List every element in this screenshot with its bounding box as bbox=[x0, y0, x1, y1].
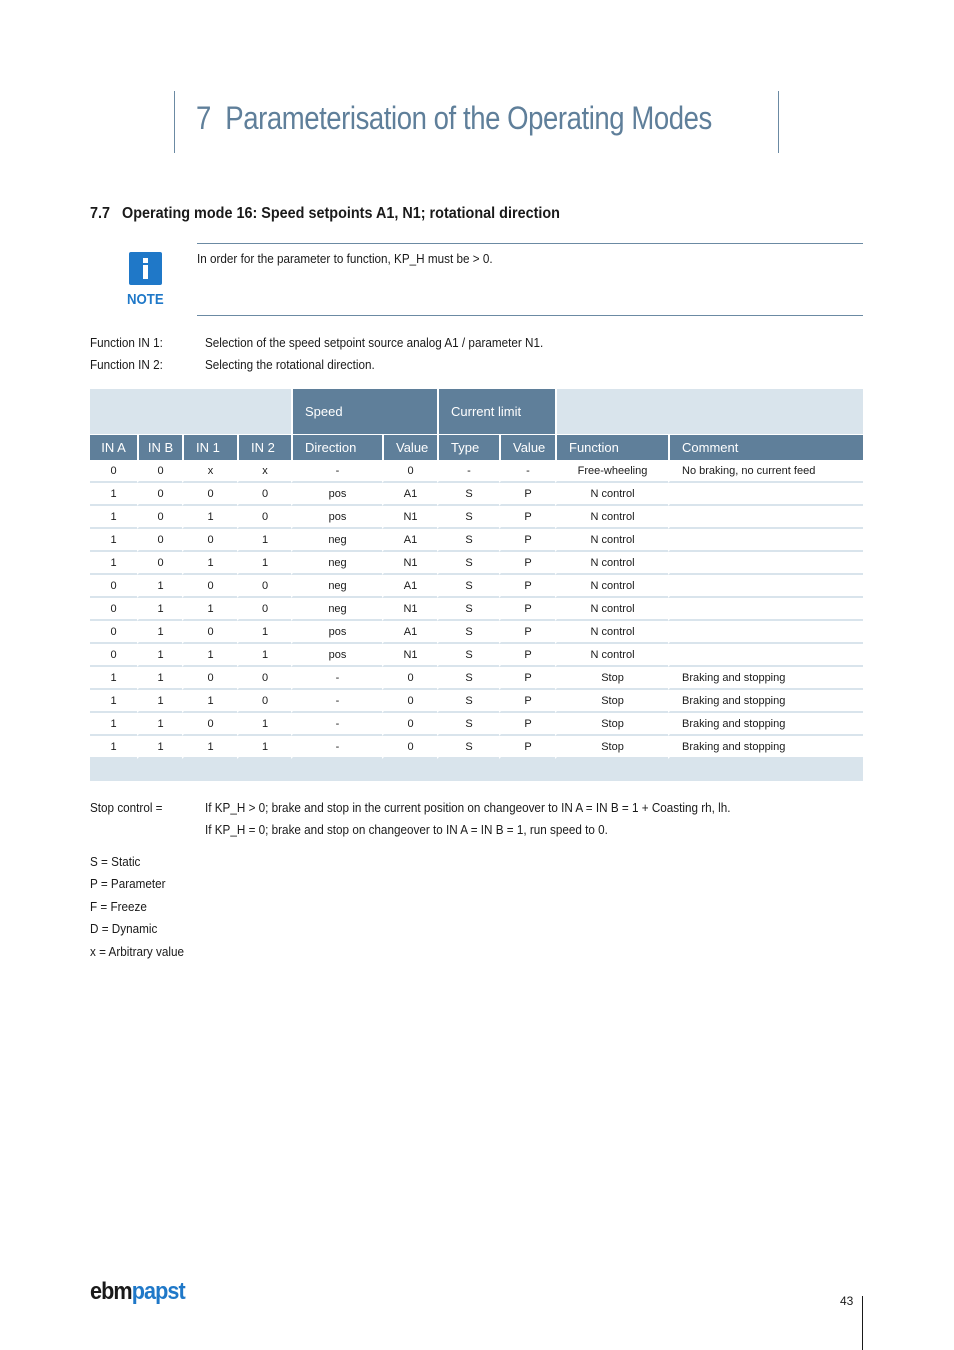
table-cell bbox=[668, 575, 863, 598]
legend-item: F = Freeze bbox=[90, 899, 147, 914]
table-cell: - bbox=[291, 460, 382, 483]
table-cell: pos bbox=[291, 506, 382, 529]
table-cell: A1 bbox=[382, 621, 437, 644]
column-header: IN 2 bbox=[237, 435, 291, 460]
table-cell: neg bbox=[291, 552, 382, 575]
table-cell: P bbox=[499, 575, 555, 598]
table-cell: 0 bbox=[137, 483, 182, 506]
table-cell: 1 bbox=[90, 713, 137, 736]
table-cell: 0 bbox=[382, 690, 437, 713]
table-cell: 0 bbox=[382, 460, 437, 483]
table-cell: 0 bbox=[182, 575, 237, 598]
table-cell: S bbox=[437, 667, 499, 690]
table-cell: 1 bbox=[182, 644, 237, 667]
table-cell: 0 bbox=[182, 483, 237, 506]
stop-control-line-1: If KP_H > 0; brake and stop in the current position on changeover to IN A = IN B = 1 + Coasting rh, lh. bbox=[205, 800, 731, 815]
table-cell: 1 bbox=[90, 483, 137, 506]
table-cell: P bbox=[499, 552, 555, 575]
table-cell: Braking and stopping bbox=[668, 736, 863, 759]
table-row bbox=[90, 506, 863, 529]
table-cell bbox=[668, 529, 863, 552]
logo-part-ebm: ebm bbox=[90, 1278, 132, 1305]
section-number: 7.7 bbox=[90, 205, 111, 222]
table-cell: 0 bbox=[182, 713, 237, 736]
table-row bbox=[90, 713, 863, 736]
table-row bbox=[90, 598, 863, 621]
table-cell: 0 bbox=[90, 621, 137, 644]
group-header-function bbox=[555, 389, 863, 434]
table-cell: S bbox=[437, 483, 499, 506]
operating-mode-table bbox=[90, 389, 863, 781]
table-cell: P bbox=[499, 667, 555, 690]
table-row bbox=[90, 529, 863, 552]
legend-item: P = Parameter bbox=[90, 876, 166, 891]
table-cell: Stop bbox=[555, 736, 668, 759]
table-cell: S bbox=[437, 529, 499, 552]
table-cell: N control bbox=[555, 506, 668, 529]
table-cell: N control bbox=[555, 621, 668, 644]
page-number: 43 bbox=[840, 1294, 854, 1308]
chapter-title bbox=[196, 100, 712, 137]
column-header: Function bbox=[555, 435, 668, 460]
table-cell: A1 bbox=[382, 529, 437, 552]
table-cell: 0 bbox=[137, 460, 182, 483]
ebmpapst-logo bbox=[90, 1278, 185, 1306]
chapter-number: 7 bbox=[196, 100, 211, 136]
table-cell: x bbox=[182, 460, 237, 483]
table-cell: N control bbox=[555, 552, 668, 575]
table-cell: 1 bbox=[90, 690, 137, 713]
section-heading bbox=[90, 205, 560, 223]
table-cell: P bbox=[499, 644, 555, 667]
table-cell: P bbox=[499, 529, 555, 552]
table-cell: 0 bbox=[182, 529, 237, 552]
note-rule-bottom bbox=[197, 315, 863, 316]
column-header: Direction bbox=[291, 435, 382, 460]
column-header: Value bbox=[499, 435, 555, 460]
table-cell: 0 bbox=[137, 506, 182, 529]
legend-item: x = Arbitrary value bbox=[90, 944, 184, 959]
table-cell: 0 bbox=[137, 529, 182, 552]
table-cell: 1 bbox=[137, 690, 182, 713]
table-cell: P bbox=[499, 690, 555, 713]
table-cell: 0 bbox=[90, 460, 137, 483]
table-cell: Stop bbox=[555, 690, 668, 713]
table-cell: 1 bbox=[182, 552, 237, 575]
table-cell: 1 bbox=[137, 736, 182, 759]
table-cell: N1 bbox=[382, 644, 437, 667]
table-cell bbox=[668, 644, 863, 667]
table-cell: 0 bbox=[382, 713, 437, 736]
table-cell: 0 bbox=[90, 644, 137, 667]
table-cell: Braking and stopping bbox=[668, 713, 863, 736]
table-cell: 0 bbox=[237, 667, 291, 690]
stop-control-line-2: If KP_H = 0; brake and stop on changeover to IN A = IN B = 1, run speed to 0. bbox=[205, 822, 608, 837]
table-cell: Braking and stopping bbox=[668, 690, 863, 713]
group-header-inputs bbox=[90, 389, 291, 434]
table-cell: A1 bbox=[382, 483, 437, 506]
table-cell: 1 bbox=[182, 598, 237, 621]
column-header: Type bbox=[437, 435, 499, 460]
table-cell: N control bbox=[555, 644, 668, 667]
table-cell: - bbox=[291, 736, 382, 759]
table-cell: N control bbox=[555, 529, 668, 552]
chapter-divider-right bbox=[778, 91, 779, 153]
table-cell: - bbox=[291, 667, 382, 690]
table-cell: pos bbox=[291, 644, 382, 667]
table-cell: - bbox=[499, 460, 555, 483]
table-cell: S bbox=[437, 506, 499, 529]
table-cell: 1 bbox=[137, 621, 182, 644]
column-header: IN 1 bbox=[182, 435, 237, 460]
function-in2-text: Selecting the rotational direction. bbox=[205, 357, 375, 372]
table-cell: x bbox=[237, 460, 291, 483]
table-cell: 1 bbox=[237, 644, 291, 667]
legend-item: S = Static bbox=[90, 854, 141, 869]
table-cell: S bbox=[437, 713, 499, 736]
function-in1-text: Selection of the speed setpoint source analog A1 / parameter N1. bbox=[205, 335, 544, 350]
table-cell: Free-wheeling bbox=[555, 460, 668, 483]
chapter-divider-left bbox=[174, 91, 175, 153]
table-cell: 0 bbox=[137, 552, 182, 575]
table-cell: S bbox=[437, 575, 499, 598]
table-cell: P bbox=[499, 483, 555, 506]
table-body bbox=[90, 460, 863, 759]
table-cell: 0 bbox=[182, 667, 237, 690]
table-cell: 1 bbox=[182, 690, 237, 713]
table-row bbox=[90, 644, 863, 667]
table-row bbox=[90, 690, 863, 713]
table-cell: 0 bbox=[237, 598, 291, 621]
table-row bbox=[90, 552, 863, 575]
table-cell: Stop bbox=[555, 713, 668, 736]
table-cell: 1 bbox=[90, 529, 137, 552]
table-row bbox=[90, 621, 863, 644]
table-cell: 1 bbox=[90, 506, 137, 529]
column-header: IN B bbox=[137, 435, 182, 460]
table-cell: N1 bbox=[382, 552, 437, 575]
table-cell: S bbox=[437, 690, 499, 713]
page-number-divider bbox=[862, 1296, 863, 1350]
table-cell: 1 bbox=[182, 736, 237, 759]
table-cell: P bbox=[499, 506, 555, 529]
table-cell: N control bbox=[555, 575, 668, 598]
table-cell: - bbox=[437, 460, 499, 483]
table-cell: N1 bbox=[382, 598, 437, 621]
table-cell: 0 bbox=[90, 575, 137, 598]
table-cell: N control bbox=[555, 598, 668, 621]
logo-part-papst: papst bbox=[131, 1278, 185, 1305]
group-header-speed: Speed bbox=[291, 389, 437, 434]
function-in1-label: Function IN 1: bbox=[90, 335, 163, 350]
column-header: Value bbox=[382, 435, 437, 460]
table-cell: 1 bbox=[137, 575, 182, 598]
table-cell: 1 bbox=[137, 713, 182, 736]
table-cell bbox=[668, 483, 863, 506]
legend-item: D = Dynamic bbox=[90, 921, 158, 936]
table-cell bbox=[668, 598, 863, 621]
table-cell: Stop bbox=[555, 667, 668, 690]
table-group-header-row bbox=[90, 389, 863, 434]
table-cell: neg bbox=[291, 598, 382, 621]
stop-control-label: Stop control = bbox=[90, 800, 163, 815]
table-cell: S bbox=[437, 552, 499, 575]
table-cell: 0 bbox=[382, 667, 437, 690]
table-cell: pos bbox=[291, 621, 382, 644]
column-header: IN A bbox=[90, 435, 137, 460]
note-text: In order for the parameter to function, KP_H must be > 0. bbox=[197, 251, 493, 266]
table-cell: 1 bbox=[237, 529, 291, 552]
table-cell bbox=[668, 621, 863, 644]
group-header-current-limit: Current limit bbox=[437, 389, 555, 434]
table-cell: 0 bbox=[237, 690, 291, 713]
table-cell: P bbox=[499, 621, 555, 644]
table-cell: 1 bbox=[237, 552, 291, 575]
table-cell: neg bbox=[291, 575, 382, 598]
section-title: Operating mode 16: Speed setpoints A1, N1; rotational direction bbox=[122, 205, 560, 222]
table-cell: S bbox=[437, 621, 499, 644]
note-rule-top bbox=[197, 243, 863, 244]
table-cell: 1 bbox=[90, 736, 137, 759]
chapter-title-text: Parameterisation of the Operating Modes bbox=[225, 100, 712, 136]
table-footer-band bbox=[90, 759, 863, 781]
table-cell bbox=[668, 552, 863, 575]
table-cell: P bbox=[499, 598, 555, 621]
table-cell: 0 bbox=[90, 598, 137, 621]
table-row bbox=[90, 575, 863, 598]
table-cell: 1 bbox=[237, 713, 291, 736]
table-cell: pos bbox=[291, 483, 382, 506]
table-cell: S bbox=[437, 598, 499, 621]
table-cell: 0 bbox=[237, 575, 291, 598]
table-cell: 0 bbox=[182, 621, 237, 644]
table-row bbox=[90, 736, 863, 759]
table-cell: 0 bbox=[382, 736, 437, 759]
table-row bbox=[90, 667, 863, 690]
table-cell: S bbox=[437, 644, 499, 667]
table-cell: - bbox=[291, 713, 382, 736]
table-cell: 1 bbox=[237, 736, 291, 759]
table-cell: 1 bbox=[137, 667, 182, 690]
table-cell: 0 bbox=[237, 506, 291, 529]
table-cell: P bbox=[499, 713, 555, 736]
table-cell bbox=[668, 506, 863, 529]
table-cell: - bbox=[291, 690, 382, 713]
table-cell: P bbox=[499, 736, 555, 759]
table-cell: Braking and stopping bbox=[668, 667, 863, 690]
table-cell: 1 bbox=[90, 667, 137, 690]
table-cell: 0 bbox=[237, 483, 291, 506]
table-cell: N control bbox=[555, 483, 668, 506]
column-header: Comment bbox=[668, 435, 863, 460]
table-cell: 1 bbox=[182, 506, 237, 529]
table-cell: 1 bbox=[90, 552, 137, 575]
table-row bbox=[90, 483, 863, 506]
info-icon bbox=[129, 252, 162, 285]
table-cell: neg bbox=[291, 529, 382, 552]
table-cell: A1 bbox=[382, 575, 437, 598]
table-cell: S bbox=[437, 736, 499, 759]
table-cell: 1 bbox=[237, 621, 291, 644]
note-label: NOTE bbox=[127, 291, 164, 308]
table-column-header-row bbox=[90, 435, 863, 460]
function-in2-label: Function IN 2: bbox=[90, 357, 163, 372]
table-row bbox=[90, 460, 863, 483]
table-cell: 1 bbox=[137, 644, 182, 667]
table-cell: N1 bbox=[382, 506, 437, 529]
table-cell: 1 bbox=[137, 598, 182, 621]
table-cell: No braking, no current feed bbox=[668, 460, 863, 483]
